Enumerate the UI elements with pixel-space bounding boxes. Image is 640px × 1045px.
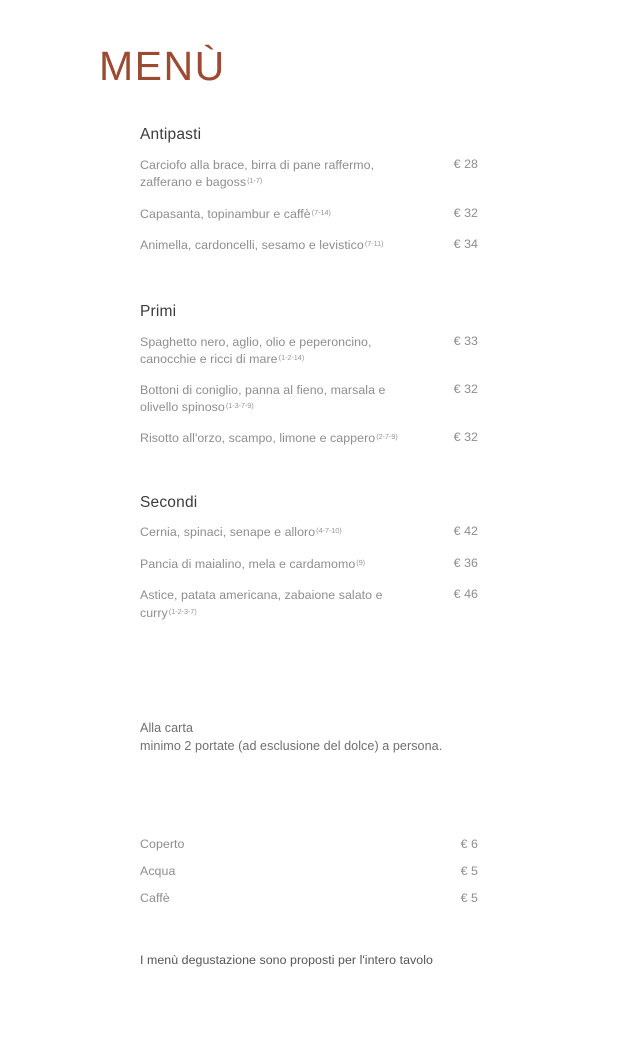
menu-item-name: Cernia, spinaci, senape e alloro$^{(4-7-10)}$ (140, 525, 342, 540)
alla-carta-block (140, 719, 478, 756)
menu-section-antipasti (140, 126, 478, 255)
extra-row (140, 891, 478, 905)
menu-item-price: € 32 (453, 381, 478, 396)
alla-carta-title: Alla carta (140, 720, 193, 735)
section-gap (140, 918, 478, 952)
section-title: Secondi (140, 493, 198, 511)
menu-item-price: € 42 (453, 524, 478, 539)
menu-item-name: Risotto all'orzo, scampo, limone e cappero$^{(2-7-9)}$ (140, 431, 398, 446)
section-gap (140, 461, 478, 494)
section-gap (140, 636, 478, 719)
menu-section-secondi (140, 494, 478, 623)
extra-label: Caffè (140, 891, 170, 906)
allergen-codes: (1-3-7-9) (225, 401, 254, 411)
allergen-codes: (7-14) (311, 207, 331, 217)
allergen-codes: (9) (356, 557, 365, 567)
menu-item-name: Astice, patata americana, zabaione salato e curry$^{(1-2-3-7)}$ (140, 588, 383, 621)
menu-item-price: € 32 (453, 205, 478, 220)
menu-item-price: € 36 (453, 555, 478, 570)
menu-section-primi (140, 303, 478, 448)
allergen-codes: (7-11) (364, 239, 384, 249)
page-title: MENÙ (99, 43, 226, 89)
section-title: Primi (140, 303, 177, 321)
menu-item (140, 157, 478, 192)
extra-label: Acqua (140, 864, 176, 879)
allergen-codes: (1-7) (247, 176, 263, 186)
menu-item (140, 206, 478, 224)
extras-list (140, 837, 478, 905)
menu-item (140, 237, 478, 255)
menu-content (140, 126, 478, 970)
menu-item-name: Bottoni di coniglio, panna al fieno, marsala e olivello spinoso$^{(1-3-7-9)}$ (140, 382, 386, 415)
menu-item-name: Animella, cardoncelli, sesamo e levistico$^{(7-11)}$ (140, 238, 384, 253)
allergen-codes: (1-2-3-7) (168, 607, 197, 617)
menu-item-name: Carciofo alla brace, birra di pane raffermo, zafferano e bagoss$^{(1-7)}$ (140, 157, 375, 190)
menu-item (140, 334, 478, 369)
menu-item (140, 556, 478, 574)
menu-item (140, 382, 478, 417)
section-gap (140, 268, 478, 303)
menu-item-price: € 34 (453, 237, 478, 252)
section-gap (140, 755, 478, 837)
extra-row (140, 837, 478, 851)
menu-item-price: € 32 (453, 430, 478, 445)
section-title: Antipasti (140, 126, 202, 143)
menu-item-name: Capasanta, topinambur e caffè$^{(7-14)}$ (140, 206, 331, 221)
menu-item-price: € 33 (453, 333, 478, 348)
footer-note: I menù degustazione sono proposti per l'intero tavolo (140, 953, 433, 968)
menu-item (140, 587, 478, 622)
extra-price: € 6 (460, 837, 478, 852)
extra-price: € 5 (460, 891, 478, 906)
alla-carta-subtitle: minimo 2 portate (ad esclusione del dolce) a persona. (140, 738, 443, 753)
menu-item (140, 524, 478, 542)
allergen-codes: (2-7-9) (376, 432, 398, 442)
allergen-codes: (1-2-14) (278, 353, 305, 363)
menu-item-price: € 28 (453, 156, 478, 171)
allergen-codes: (4-7-10) (316, 526, 342, 536)
menu-item-name: Spaghetto nero, aglio, olio e peperoncino, canocchie e ricci di mare$^{(1-2-14)}$ (140, 334, 372, 367)
menu-item-price: € 46 (453, 587, 478, 602)
extra-row (140, 864, 478, 878)
menu-item (140, 430, 478, 448)
extra-price: € 5 (460, 864, 478, 879)
menu-item-name: Pancia di maialino, mela e cardamomo$^{(9)}$ (140, 556, 365, 571)
extra-label: Coperto (140, 837, 185, 852)
